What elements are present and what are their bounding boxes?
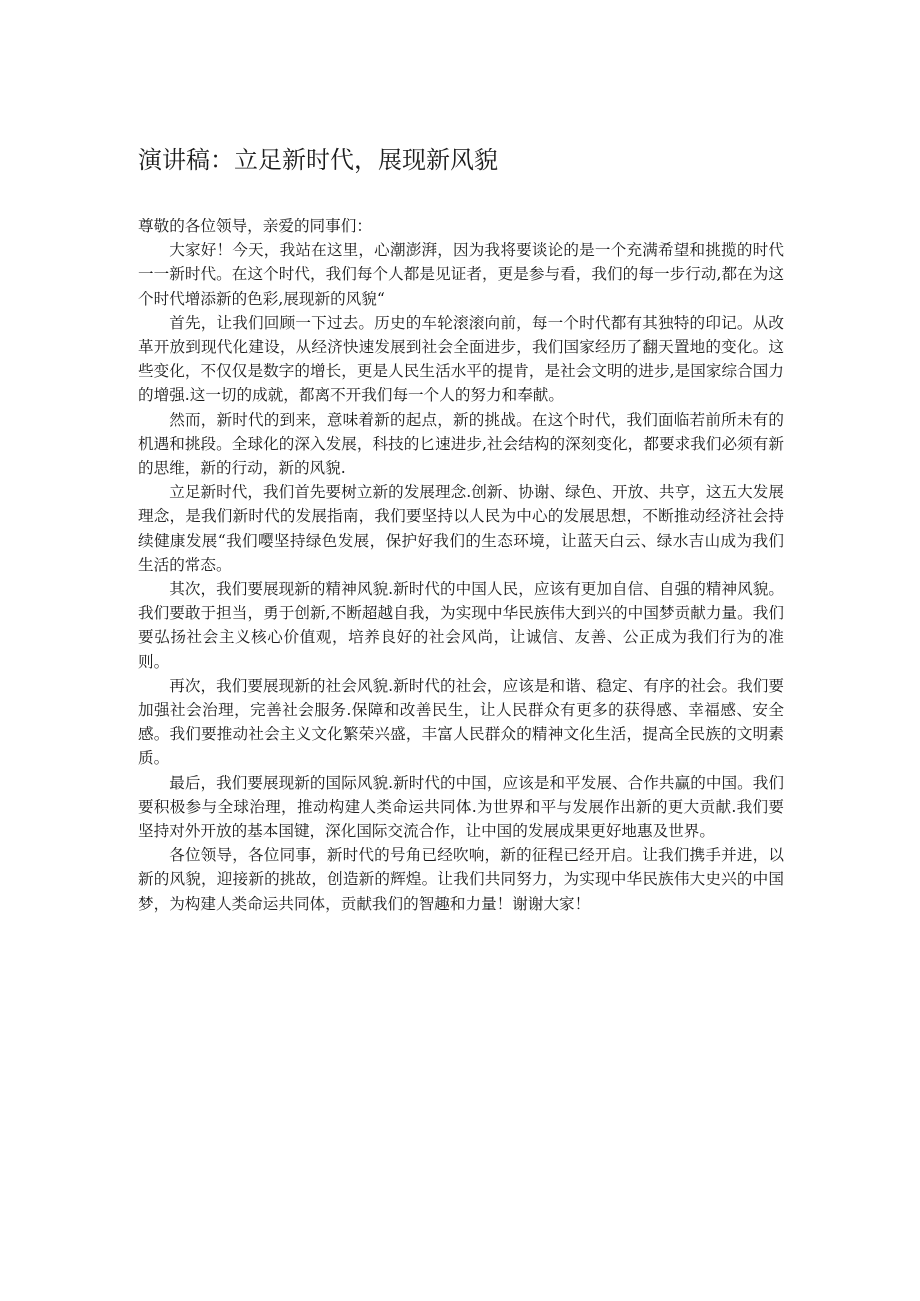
paragraph-past: 首先，让我们回顾一下过去。历史的车轮滚滚向前，每一个时代都有其独特的印记。从改革开放到现代化建设，从经济快速发展到社会全面进步，我们国家经历了翻天置地的变化。这些变化，不仅仅是数字的增长，更是人民生活水平的提肯，是社会文明的进步,是国家综合国力的增强.这一切的成就，都离不开我们每一个人的努力和奉献。 <box>138 313 784 405</box>
paragraph-challenges: 然而，新时代的到来，意味着新的起点，新的挑战。在这个时代，我们面临若前所未有的机遇和挑段。全球化的深入发展，科技的匕速进步,社会结构的深刻变化，都要求我们必须有新的思维，新的行动，新的风貌. <box>138 410 784 478</box>
paragraph-spirit: 其次，我们要展现新的精神风貌.新时代的中国人民，应该有更加自信、自强的精神风貌。我们要敢于担当，勇于创新,不断超越自我，为实现中华民族伟大到兴的中国梦贡献力量。我们要弘扬社会主义核心价值观，培养良好的社会风尚，让诚信、友善、公正成为我们行为的准则。 <box>138 580 784 671</box>
salutation: 尊敬的各位领导，亲爱的同事们： <box>138 217 372 235</box>
paragraph-society: 再次，我们要展现新的社会风貌.新时代的社会，应该是和谐、稳定、有序的社会。我们要加强社会治理，完善社会服务.保障和改善民生，让人民群众有更多的获得感、幸福感、安全感。我们要推动社会主义文化繁荣兴盛，丰富人民群众的精神文化生活，提高全民族的文明素质。 <box>138 676 784 768</box>
paragraph-closing: 各位领导，各位同事，新时代的号角已经吹响，新的征程已经开启。让我们携手并进，以新的风貌，迎接新的挑故，创造新的辉煌。让我们共同努力，为实现中华民族伟大史兴的中国梦，为构建人类命运共同体，贡献我们的智趣和力量！谢谢大家！ <box>138 846 784 913</box>
paragraph-greeting: 大家好！今天，我站在这里，心潮澎湃，因为我将要谈论的是一个充满希望和挑揽的时代一一新时代。在这个时代，我们每个人都是见证者，更是参与看，我们的每一步行动,都在为这个时代增添新的色彩,展现新的风貌“ <box>138 241 784 308</box>
speech-body <box>138 140 784 916</box>
page-title: 演讲稿：立足新时代，展现新风貌 <box>138 146 498 174</box>
paragraph-development-concept: 立足新时代，我们首先要树立新的发展理念.创新、协谢、绿色、开放、共亨，这五大发展理念，是我们新时代的发展指南，我们要坚持以人民为中心的发展思想，不断推动经济社会持续健康发展“我们嘤坚持绿色发展，保护好我们的生态环境，让蓝天白云、绿水吉山成为我们生活的常态。 <box>138 483 784 574</box>
paragraph-international: 最后，我们要展现新的国际风貌.新时代的中国，应该是和平发展、合作共赢的中国。我们要积极参与全球治理，推动构建人类命运共同体.为世界和平与发展作出新的更大贡献.我们要坚持对外开放的基本国键，深化国际交流合作，让中国的发展成果更好地惠及世界。 <box>138 773 784 841</box>
